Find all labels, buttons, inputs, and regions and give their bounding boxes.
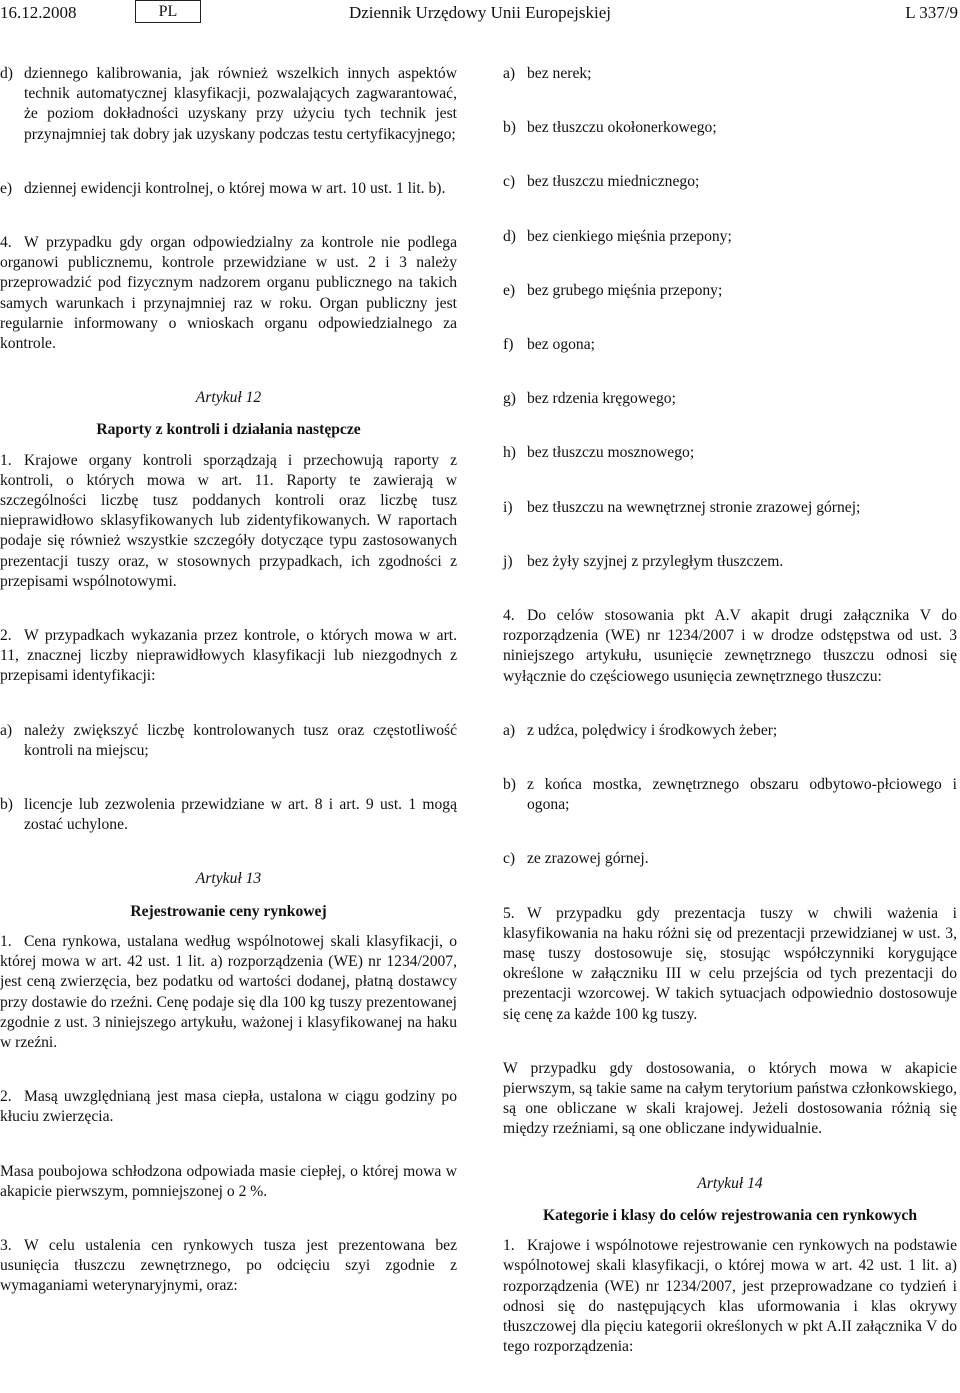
paragraph xyxy=(0,932,457,1053)
paragraph-number: 3. xyxy=(0,1236,12,1254)
list-item xyxy=(503,498,957,518)
language-badge: PL xyxy=(135,0,201,23)
paragraph xyxy=(0,451,457,592)
list-item xyxy=(503,227,957,247)
list-item xyxy=(503,335,957,355)
item-label: c) xyxy=(503,850,516,868)
page-number: L 337/9 xyxy=(905,3,958,22)
paragraph-text: Do celów stosowania pkt A.V akapit drugi załącznika V do rozporządzenia (WE) nr 1234/2007 i w drodze odstępstwa od ust. 3 niniejszego artykułu, usunięcie zewnętrznego tłuszczu odnosi się wyłącznie do częściowego usunięcia zewnętrznego tłuszczu: xyxy=(503,607,957,685)
paragraph-text: Krajowe organy kontroli sporządzają i przechowują raporty z kontroli, o których mowa w art. 11. Raporty te zawierają w szczególności liczbę tusz poddanych kontroli oraz liczbę tusz nieprawidłowo sklasyfikowanych lub zidentyfikowanych. W raportach podaje się również wszystkie szczegóły dotyczące typu zastosowanych prezentacji tuszy oraz, w stosownych przypadkach, ich zgodności z przepisami wspólnotowymi. xyxy=(0,451,457,590)
item-text: bez tłuszczu okołonerkowego; xyxy=(527,119,717,137)
item-label: b) xyxy=(503,776,516,794)
item-text: bez tłuszczu mosznowego; xyxy=(527,444,695,462)
paragraph-number: 2. xyxy=(0,627,12,645)
list-item xyxy=(503,849,957,869)
item-text: dziennego kalibrowania, jak również wszelkich innych aspektów technik automatycznej klasyfikacji, pozwalających zagwarantować, że poziom dokładności uzyskany przy użyciu tych technik jest przynajmniej tak dobry jak uzyskany podczas testu certyfikacyjnego; xyxy=(24,65,457,143)
list-item xyxy=(503,389,957,409)
item-text: bez cienkiego mięśnia przepony; xyxy=(527,227,732,245)
paragraph-number: 1. xyxy=(0,932,12,950)
item-label: b) xyxy=(503,119,516,137)
item-label: d) xyxy=(0,65,13,82)
list-item xyxy=(503,721,957,741)
item-label: h) xyxy=(503,444,516,462)
paragraph-text: Masą uwzględnianą jest masa ciepła, ustalona w ciągu godziny po kłuciu zwierzęcia. xyxy=(0,1088,457,1126)
paragraph-number: 4. xyxy=(0,234,12,252)
paragraph xyxy=(0,1087,457,1127)
item-label: e) xyxy=(503,281,516,299)
paragraph-text: W przypadku gdy prezentacja tuszy w chwili ważenia i klasyfikowania na haku różni się od prezentacji przewidzianej w ust. 3, masę tuszy dostosowuje się, stosując współczynniki korygujące określone w załączniku III w celu przejścia od tych prezentacji do prezentacji wzorcowej. W takich sytuacjach odpowiednio dostosowuje się cenę za każde 100 kg tuszy. xyxy=(503,904,957,1023)
paragraph xyxy=(0,626,457,687)
paragraph xyxy=(503,1236,957,1357)
item-text: bez ogona; xyxy=(527,336,595,354)
article-number: Artykuł 14 xyxy=(697,1174,763,1192)
item-text: bez tłuszczu na wewnętrznej stronie zrazowej górnej; xyxy=(527,498,861,516)
paragraph-number: 1. xyxy=(0,451,12,469)
partial-removal-list xyxy=(503,721,957,870)
page-header xyxy=(0,0,960,28)
item-label: d) xyxy=(503,227,516,245)
item-label: g) xyxy=(503,390,516,408)
article-title: Kategorie i klasy do celów rejestrowania cen rynkowych xyxy=(542,1206,918,1224)
item-label: a) xyxy=(0,721,13,739)
list-item xyxy=(0,179,457,199)
item-label: e) xyxy=(0,179,13,197)
item-text: bez grubego mięśnia przepony; xyxy=(527,281,723,299)
item-label: b) xyxy=(0,796,13,814)
item-label: c) xyxy=(503,173,516,191)
list-item xyxy=(503,443,957,463)
list-item xyxy=(503,64,957,84)
item-label: i) xyxy=(503,498,513,516)
paragraph-text: W celu ustalenia cen rynkowych tusza jest prezentowana bez usunięcia tłuszczu zewnętrznego, po odcięciu szyi zgodnie z wymaganiami weterynaryjnymi, oraz: xyxy=(0,1236,457,1295)
paragraph-text: Krajowe i wspólnotowe rejestrowanie cen rynkowych na podstawie wspólnotowej skali klasyfikacji, o której mowa w art. 42 ust. 1 lit. a) rozporządzenia (WE) nr 1234/2007, jest przeprowadzane co tydzień i odnosi się do następujących klas uformowania i klas okrywy tłuszczowej dla pięciu kategorii określonych w pkt A.II załącznika V do tego rozporządzenia: xyxy=(503,1237,957,1356)
paragraph-number: 4. xyxy=(503,607,515,625)
item-text: z udźca, polędwicy i środkowych żeber; xyxy=(527,721,778,739)
item-text: bez nerek; xyxy=(527,65,592,82)
paragraph-text: W przypadku gdy organ odpowiedzialny za kontrole nie podlega organowi publicznemu, kontrole przewidziane w ust. 2 i 3 należy przeprowadzić pod fizycznym nadzorem organu publicznego na takich samych warunkach i przynajmniej raz w roku. Organ publiczny jest regularnie informowany o wnioskach organu odpowiedzialnego za kontrole. xyxy=(0,234,457,353)
item-text: dziennej ewidencji kontrolnej, o której mowa w art. 10 ust. 1 lit. b). xyxy=(24,179,446,197)
article-number: Artykuł 13 xyxy=(195,870,262,888)
article-number: Artykuł 12 xyxy=(195,389,262,407)
list-item xyxy=(503,281,957,301)
item-text: bez żyły szyjnej z przyległym tłuszczem. xyxy=(527,552,784,570)
list-item xyxy=(503,552,957,572)
right-column xyxy=(503,64,957,1357)
left-column xyxy=(0,64,457,1297)
item-label: j) xyxy=(503,552,513,570)
paragraph-number: 2. xyxy=(0,1088,12,1106)
paragraph-text: Cena rynkowa, ustalana według wspólnotowej skali klasyfikacji, o której mowa w art. 42 ust. 1 lit. a) rozporządzenia (WE) nr 1234/2007, jest ceną zwierzęcia, bez podatku od wartości dodanej, płatną dostawcy przy dostawie do rzeźni. Cenę podaje się dla 100 kg tuszy prezentowanej zgodnie z ust. 3 niniejszego artykułu, ważonej i klasyfikowanej na haku w rzeźni. xyxy=(0,932,457,1051)
paragraph xyxy=(503,606,957,687)
item-label: a) xyxy=(503,721,516,739)
paragraph: W przypadku gdy dostosowania, o których mowa w akapicie pierwszym, są takie same na całym terytorium państwa członkowskiego, są one obliczane w skali krajowej. Jeżeli dostosowania różnią się między rzeźniami, są one obliczane indywidualnie. xyxy=(503,1059,957,1138)
list-item xyxy=(0,721,457,761)
paragraph xyxy=(503,904,957,1025)
item-text: bez tłuszczu miednicznego; xyxy=(527,173,700,191)
item-text: licencje lub zezwolenia przewidziane w art. 8 i art. 9 ust. 1 mogą zostać uchylone. xyxy=(24,796,457,834)
paragraph-text: W przypadkach wykazania przez kontrole, o których mowa w art. 11, znacznej liczby nieprawidłowych klasyfikacji lub niezgodnych z przepisami identyfikacji: xyxy=(0,627,457,685)
article-title: Raporty z kontroli i działania następcze xyxy=(96,421,361,439)
removal-list xyxy=(503,64,957,572)
item-text: należy zwiększyć liczbę kontrolowanych tusz oraz częstotliwość kontroli na miejscu; xyxy=(24,721,457,759)
list-item xyxy=(503,118,957,138)
paragraph: Masa poubojowa schłodzona odpowiada masie ciepłej, o której mowa w akapicie pierwszym, pomniejszonej o 2 %. xyxy=(0,1162,457,1200)
list-item xyxy=(503,775,957,815)
journal-title: Dziennik Urzędowy Unii Europejskiej xyxy=(348,3,611,22)
item-text: bez rdzenia kręgowego; xyxy=(527,390,676,408)
publication-date: 16.12.2008 xyxy=(0,3,77,22)
item-label: a) xyxy=(503,65,516,82)
paragraph xyxy=(0,1236,457,1297)
paragraph xyxy=(0,233,457,354)
list-item xyxy=(0,64,457,145)
list-item xyxy=(503,172,957,192)
item-text: ze zrazowej górnej. xyxy=(527,850,649,868)
paragraph-number: 5. xyxy=(503,904,515,922)
article-title: Rejestrowanie ceny rynkowej xyxy=(130,902,327,920)
paragraph-number: 1. xyxy=(503,1237,515,1255)
item-text: z końca mostka, zewnętrznego obszaru odbytowo-płciowego i ogona; xyxy=(527,776,957,814)
list-item xyxy=(0,795,457,835)
item-label: f) xyxy=(503,336,514,354)
